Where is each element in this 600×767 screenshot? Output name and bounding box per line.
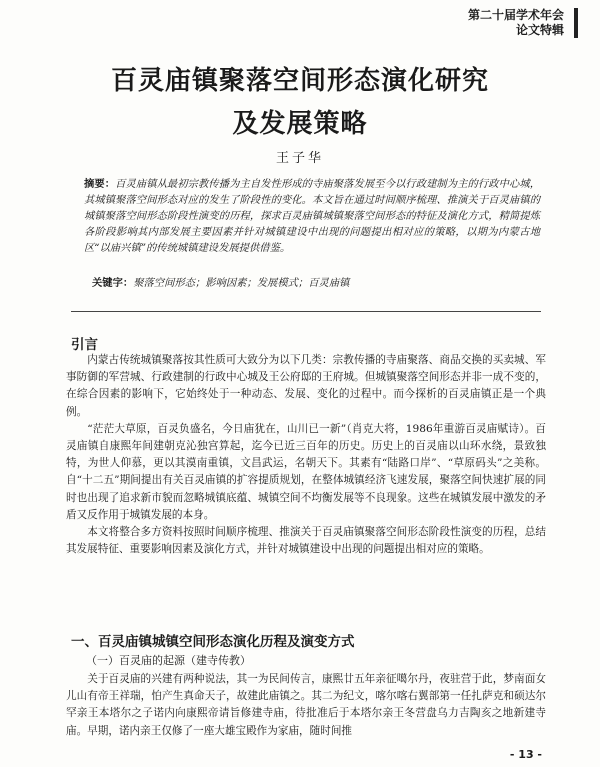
author-name: 王子华 xyxy=(275,151,324,166)
section1-subheading: （一）百灵庙的起源（建寺传教） xyxy=(86,654,251,667)
article-title-line1: 百灵庙镇聚落空间形态演化研究 xyxy=(110,66,489,96)
article-title-line2: 及发展策略 xyxy=(232,109,368,139)
intro-body xyxy=(66,352,546,558)
abstract-block xyxy=(84,176,540,256)
keywords-label: 关键字： xyxy=(92,277,134,289)
journal-section-tag xyxy=(468,8,578,38)
intro-paragraph-3: 本文将整合多方资料按照时间顺序梳理、推演关于百灵庙镇聚落空间形态阶段性演变的历程，总结其发展特征、重要影响因素及演化方式，并针对城镇建设中出现的问题提出相对应的策略。 xyxy=(66,526,546,556)
keywords-text: 聚落空间形态；影响因素；发展模式；百灵庙镇 xyxy=(133,277,350,289)
section1-body xyxy=(66,671,546,740)
keywords-block xyxy=(92,274,540,289)
section1-heading: 一、百灵庙镇城镇空间形态演化历程及演变方式 xyxy=(71,634,355,650)
section1-paragraph-1: 关于百灵庙的兴建有两种说法，其一为民间传言，康熙廿五年亲征噶尔丹，夜驻营于此，梦南面女儿山有帝王祥瑞，怕产生真命天子，故建此庙镇之。其二为纪文，喀尔喀右翼部第一任扎萨克和硕达尔罕亲王本塔尔之子诺内向康熙帝请旨修建寺庙，待批准后于本塔尔亲王冬营盘乌力吉陶亥之地新建寺庙。早期，诺内亲王仅修了一座大雄宝殿作为家庙，随时间推 xyxy=(66,673,546,737)
intro-paragraph-2: “茫茫大草原，百灵负盛名，今日庙犹在，山川已一新”（肖克大将，1986年重游百灵庙赋诗）。百灵庙镇自康熙年间建朝克沁独宫算起，迄今已近三百年的历史。历史上的百灵庙以山环水绕，景致独特，为世人仰慕，更以其漠南重镇，文昌武运，名朝天下。其素有“陆路口岸”、“草原码头”之美称。自“十二五”期间提出有关百灵庙镇的扩容提质规划，在整体城镇经济飞速发展，聚落空间快速扩展的同时也出现了追求新市貌而忽略城镇底蕴、城镇空间不均衡发展等不良现象。这些在城镇发展中激发的矛盾又反作用于城镇发展的本身。 xyxy=(66,422,546,521)
divider-line xyxy=(71,311,541,312)
intro-heading: 引言 xyxy=(71,337,98,353)
abstract-text: 百灵庙镇从最初宗教传播为主自发性形成的寺庙聚落发展至今以行政建制为主的行政中心城，其城镇聚落空间形态对应的发生了阶段性的变化。本文旨在通过时间顺序梳理、推演关于百灵庙镇的城镇聚落空间形态阶段性演变的历程，探求百灵庙镇城镇聚落空间形态的特征及演化方式，精简提炼各阶段影响其内部发展主要因素并针对城镇建设中出现的问题提出相对应的策略，以期为内蒙古地区“以庙兴镇”的传统城镇建设发展提供借鉴。 xyxy=(84,178,541,254)
journal-section-line1: 第二十届学术年会 xyxy=(467,8,564,22)
intro-paragraph-1: 内蒙古传统城镇聚落按其性质可大致分为以下几类：宗教传播的寺庙聚落、商品交换的买卖城、军事防御的军营城、行政建制的行政中心城及王公府邸的王府城。但城镇聚落空间形态并非一成不变的，在综合因素的影响下，它始终处于一种动态、发展、变化的过程中。而今探析的百灵庙镇正是一个典例。 xyxy=(66,354,546,418)
page-number: - 13 - xyxy=(509,748,542,761)
journal-section-line2: 论文特辑 xyxy=(515,23,564,37)
abstract-label: 摘要： xyxy=(84,178,116,190)
